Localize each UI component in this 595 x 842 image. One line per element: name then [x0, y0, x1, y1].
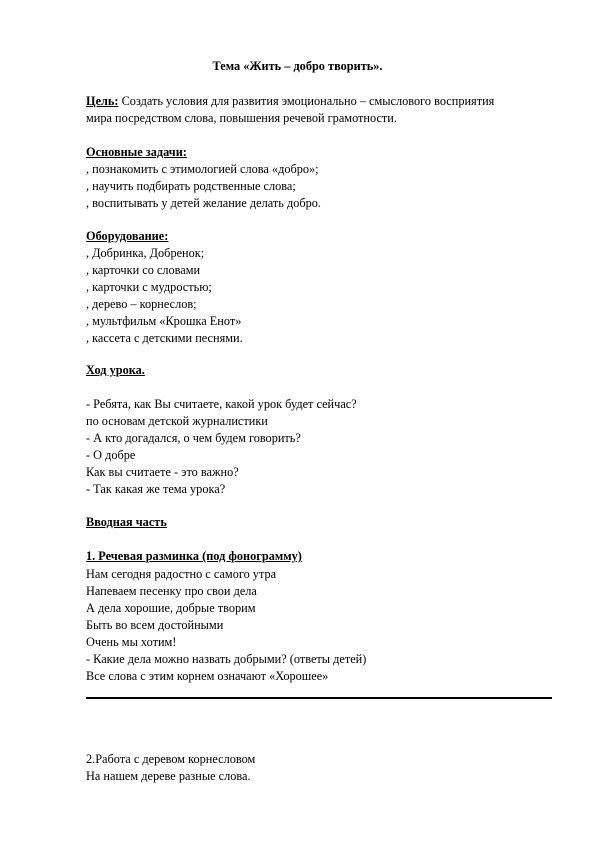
warmup-line: Все слова с этим корнем означают «Хорошее»	[86, 669, 329, 683]
lesson-heading: Ход урока.	[86, 363, 145, 377]
task-item: , познакомить с этимологией слова «добро»;	[86, 162, 319, 176]
lesson-line: - Так какая же тема урока?	[86, 482, 226, 496]
warmup-line: Быть во всем достойными	[86, 618, 224, 632]
lesson-line: по основам детской журналистики	[86, 414, 268, 428]
warmup-heading: 1. Речевая разминка (под фонограмму)	[86, 549, 302, 563]
warmup-line: Напеваем песенку про свои дела	[86, 584, 257, 598]
lesson-line: Как вы считаете - это важно?	[86, 465, 239, 479]
equipment-item: , кассета с детскими песнями.	[86, 331, 243, 345]
tasks-heading: Основные задачи:	[86, 145, 187, 159]
task-item: , научить подбирать родственные слова;	[86, 179, 296, 193]
goal-text-2: мира посредством слова, повышения речевой грамотности.	[86, 111, 397, 125]
lesson-line: - А кто догадался, о чем будем говорить?	[86, 431, 301, 445]
tree-heading: 2.Работа с деревом корнесловом	[86, 752, 256, 766]
horizontal-rule	[86, 697, 552, 699]
page-title: Тема «Жить – добро творить».	[212, 59, 383, 73]
warmup-line: - Какие дела можно назвать добрыми? (ответы детей)	[86, 652, 367, 666]
equipment-item: , карточки с мудростью;	[86, 280, 212, 294]
task-item: , воспитывать у детей желание делать добро.	[86, 196, 322, 210]
equipment-item: , Добринка, Добренок;	[86, 246, 205, 260]
equipment-item: , мультфильм «Крошка Енот»	[86, 314, 242, 328]
intro-heading: Вводная часть	[86, 515, 167, 529]
equipment-heading: Оборудование:	[86, 229, 169, 243]
equipment-item: , дерево – корнеслов;	[86, 297, 197, 311]
goal-line-1	[86, 93, 494, 109]
goal-label: Цель:	[86, 94, 119, 108]
warmup-line: Нам сегодня радостно с самого утра	[86, 567, 277, 581]
equipment-item: , карточки со словами	[86, 263, 201, 277]
lesson-line: - Ребята, как Вы считаете, какой урок будет сейчас?	[86, 397, 357, 411]
goal-text-1: Создать условия для развития эмоционально – смыслового восприятия	[118, 94, 495, 108]
lesson-line: - О добре	[86, 448, 136, 462]
warmup-line: Очень мы хотим!	[86, 635, 177, 649]
tree-line: На нашем дереве разные слова.	[86, 769, 251, 783]
warmup-line: А дела хорошие, добрые творим	[86, 601, 256, 615]
